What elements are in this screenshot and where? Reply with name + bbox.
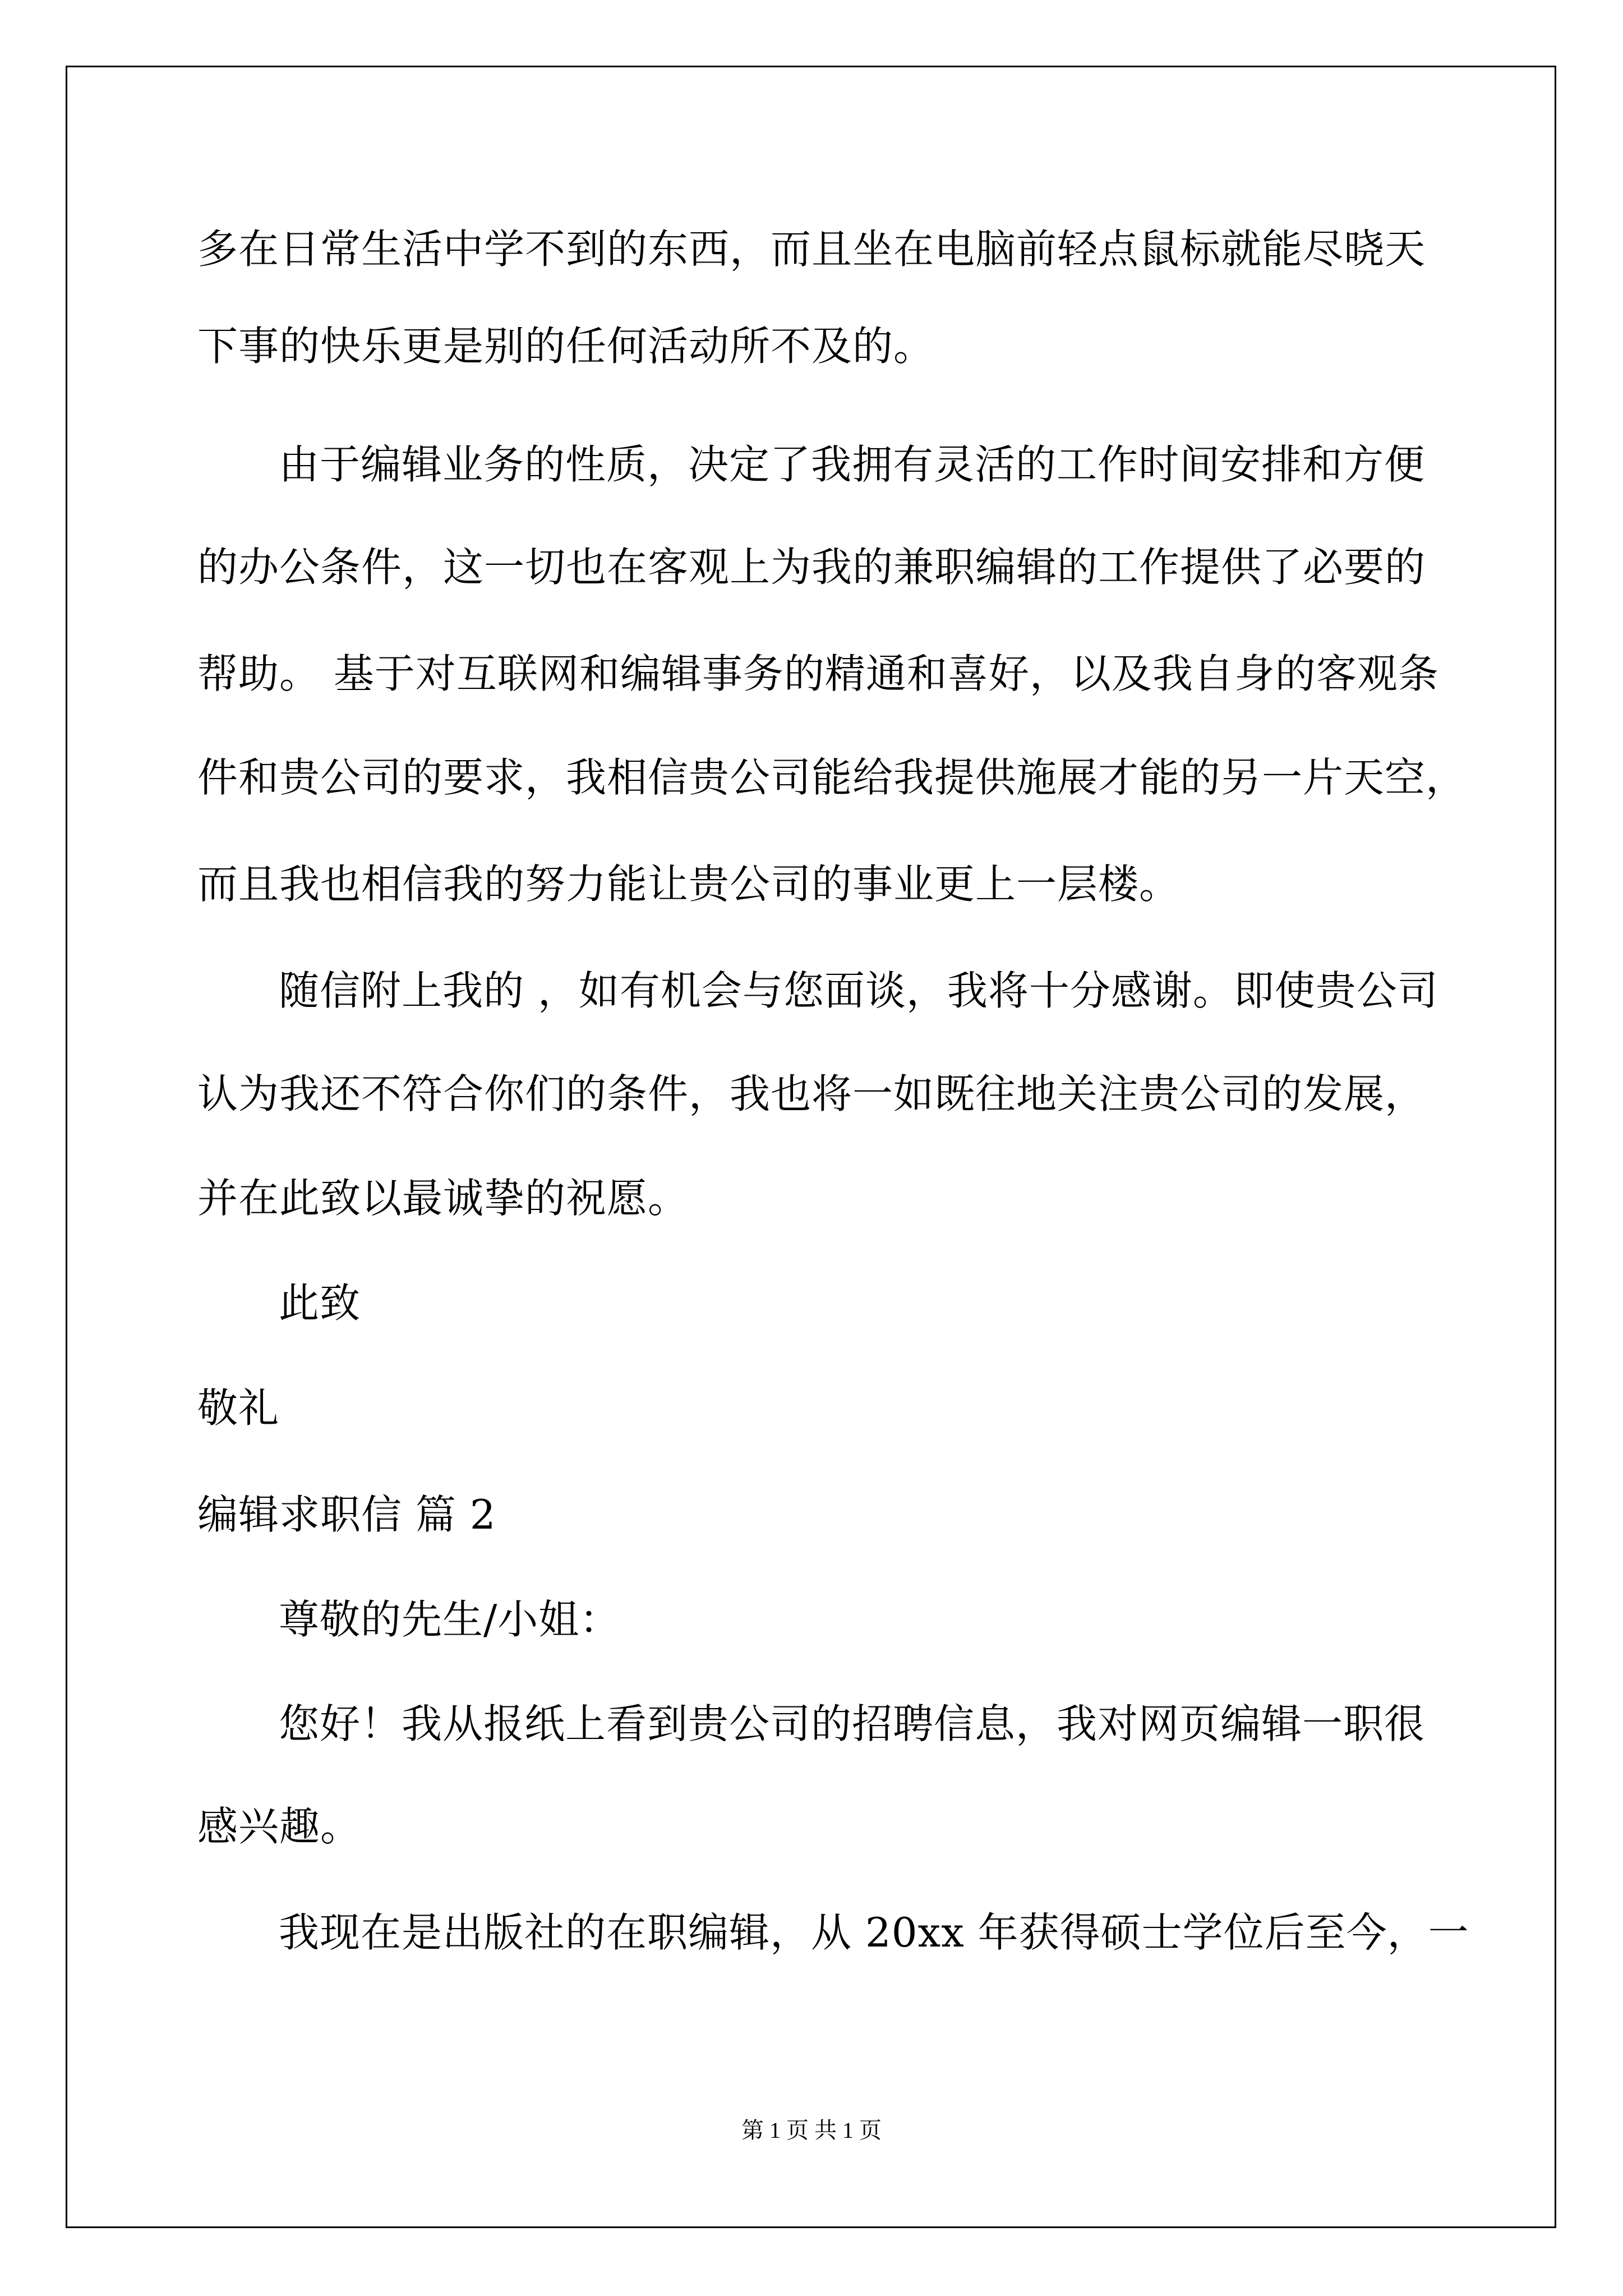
paragraph-2-line-3: 帮助。 基于对互联网和编辑事务的精通和喜好，以及我自身的客观条 [197, 650, 1439, 697]
paragraph-2-line-1: 由于编辑业务的性质，决定了我拥有灵活的工作时间安排和方便 [279, 441, 1426, 488]
page-footer: 第 1 页 共 1 页 [741, 2118, 882, 2143]
paragraph-3-line-1: 随信附上我的 ，如有机会与您面谈，我将十分感谢。即使贵公司 [279, 967, 1438, 1014]
paragraph-4-line-2: 感兴趣。 [197, 1803, 362, 1850]
paragraph-3-line-3: 并在此致以最诚挚的祝愿。 [197, 1175, 689, 1222]
section-heading: 编辑求职信 篇 2 [197, 1491, 496, 1538]
paragraph-2-line-5: 而且我也相信我的努力能让贵公司的事业更上一层楼。 [197, 861, 1181, 908]
paragraph-5-line-1: 我现在是出版社的在职编辑，从 20xx 年获得硕士学位后至今，一 [279, 1909, 1469, 1956]
closing-cizhi: 此致 [279, 1280, 361, 1327]
body-line-2: 下事的快乐更是别的任何活动所不及的。 [197, 323, 935, 370]
body-line-1: 多在日常生活中学不到的东西，而且坐在电脑前轻点鼠标就能尽晓天 [197, 226, 1426, 273]
salutation: 尊敬的先生/小姐： [279, 1596, 621, 1643]
page-border [66, 66, 1556, 2228]
paragraph-2-line-4: 件和贵公司的要求，我相信贵公司能给我提供施展才能的另一片天空， [197, 754, 1467, 801]
closing-jingli: 敬礼 [197, 1384, 280, 1432]
paragraph-4-line-1: 您好！我从报纸上看到贵公司的招聘信息，我对网页编辑一职很 [279, 1700, 1426, 1747]
paragraph-2-line-2: 的办公条件，这一切也在客观上为我的兼职编辑的工作提供了必要的 [197, 544, 1426, 591]
paragraph-3-line-2: 认为我还不符合你们的条件，我也将一如既往地关注贵公司的发展， [197, 1070, 1426, 1117]
